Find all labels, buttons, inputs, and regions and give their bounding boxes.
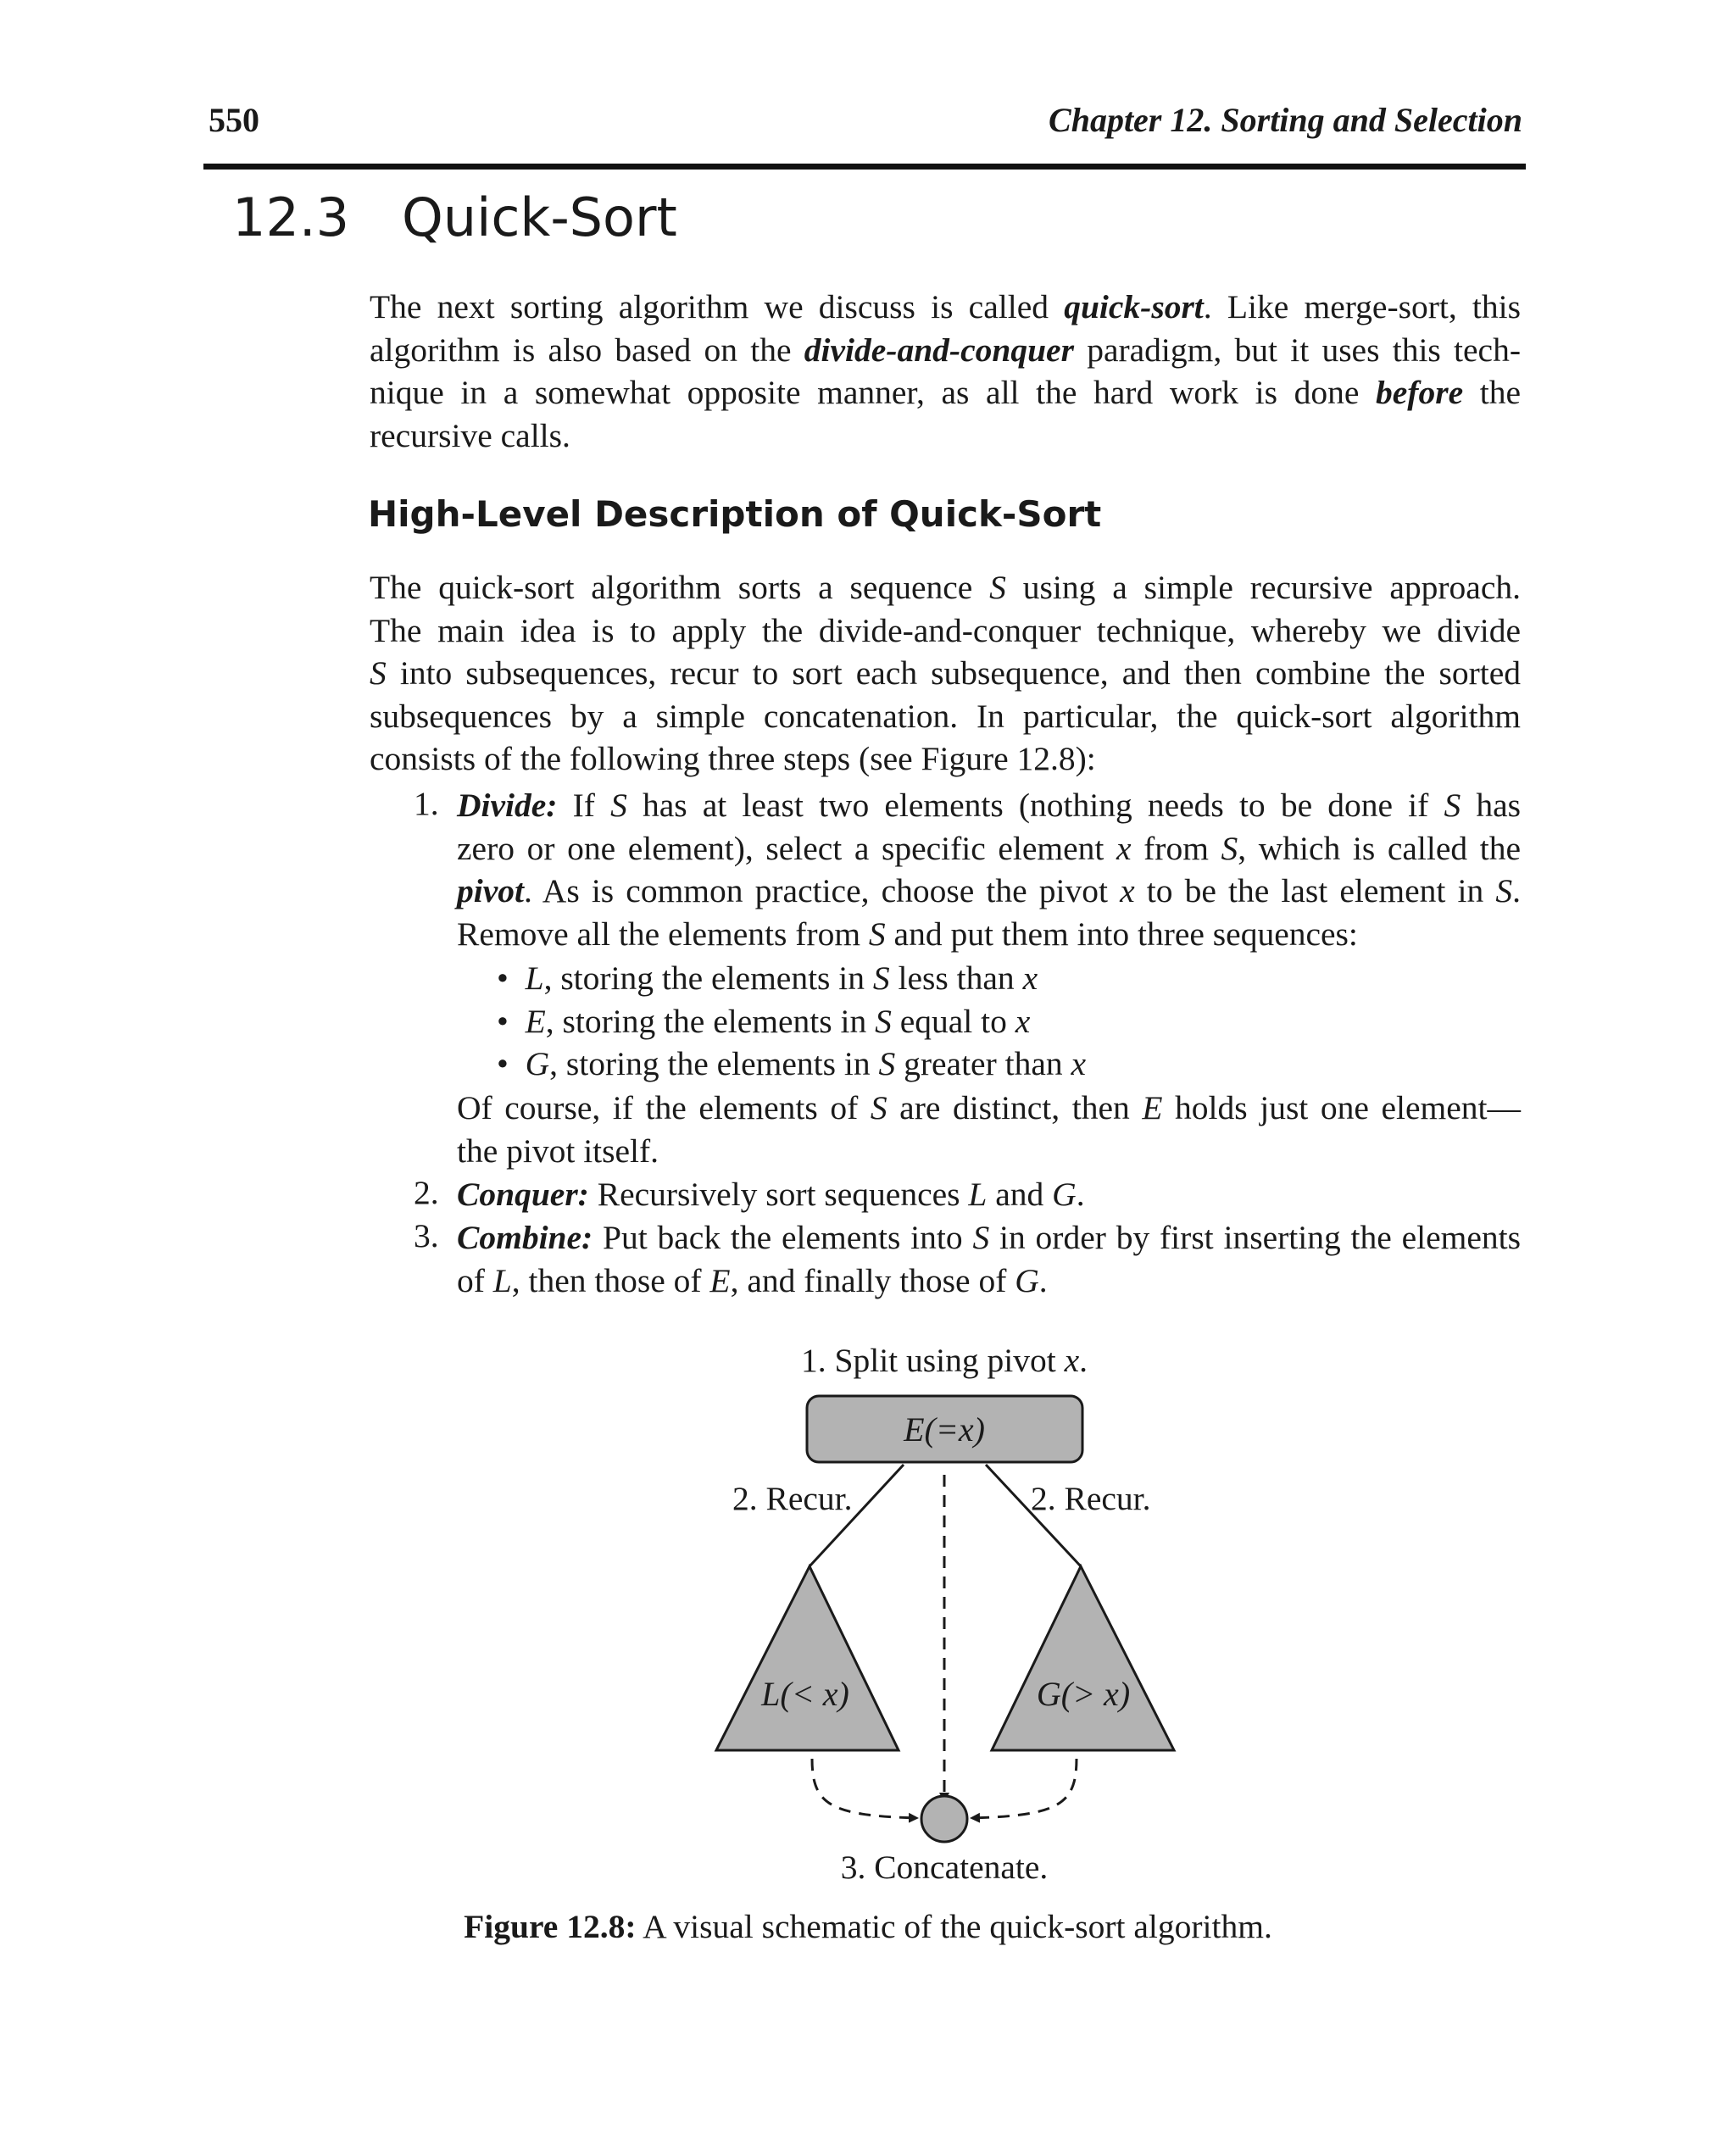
step-3-line-1: Combine: Put back the elements into S in order by first inserting the elements bbox=[457, 1219, 1521, 1256]
concat-label: 3. Concatenate. bbox=[840, 1849, 1049, 1886]
step-1-line-2: zero or one element), select a specific element x from S, which is called the bbox=[457, 829, 1521, 867]
step-3-line-2: of L, then those of E, and finally those of G. bbox=[457, 1261, 1048, 1299]
section-title: Quick-Sort bbox=[402, 186, 677, 248]
triangle-G-label: G(> x) bbox=[1036, 1675, 1131, 1713]
caption-text: A visual schematic of the quick-sort algorithm. bbox=[636, 1908, 1272, 1945]
step-1-line-4: Remove all the elements from S and put them into three sequences: bbox=[457, 915, 1358, 953]
triangle-L-label: L(< x) bbox=[761, 1675, 849, 1713]
step-2-line-1: Conquer: Recursively sort sequences L and G. bbox=[457, 1176, 1085, 1213]
recur-label-right: 2. Recur. bbox=[1031, 1480, 1151, 1517]
split-label: 1. Split using pivot x. bbox=[801, 1342, 1088, 1379]
triangle-L bbox=[716, 1566, 899, 1750]
intro-line-4: recursive calls. bbox=[370, 416, 570, 454]
concat-arrow-left bbox=[812, 1759, 917, 1818]
desc-line-2: The main idea is to apply the divide-and-conquer technique, whereby we divide bbox=[370, 611, 1521, 649]
triangle-G bbox=[992, 1566, 1174, 1750]
intro-line-1: The next sorting algorithm we discuss is called quick-sort. Like merge-sort, this bbox=[370, 288, 1521, 325]
bullet-item-L: • L, storing the elements in S less than x bbox=[497, 959, 1038, 997]
intro-line-3: nique in a somewhat opposite manner, as all the hard work is done before the bbox=[370, 374, 1521, 411]
section-number: 12.3 bbox=[232, 186, 350, 248]
step-1-marker: 1. bbox=[414, 785, 439, 822]
recur-label-left: 2. Recur. bbox=[732, 1480, 853, 1517]
figure-caption bbox=[0, 1907, 1736, 1946]
bullet-item-E: • E, storing the elements in S equal to x bbox=[497, 1002, 1031, 1040]
subsection-title: High-Level Description of Quick-Sort bbox=[368, 493, 1102, 535]
caption-label: Figure 12.8: bbox=[464, 1908, 637, 1945]
desc-line-5: consists of the following three steps (see Figure 12.8): bbox=[370, 740, 1096, 777]
page-number: 550 bbox=[209, 101, 259, 139]
step-1-line-3: pivot. As is common practice, choose the pivot x to be the last element in S. bbox=[457, 872, 1522, 909]
concat-node bbox=[921, 1796, 967, 1842]
running-head: Chapter 12. Sorting and Selection bbox=[1049, 101, 1522, 139]
bullet-item-G: • G, storing the elements in S greater than x bbox=[497, 1045, 1087, 1082]
step-1-line-5: Of course, if the elements of S are distinct, then E holds just one element— bbox=[457, 1089, 1522, 1126]
pivot-box-label: E(=x) bbox=[904, 1410, 985, 1449]
step-2-marker: 2. bbox=[414, 1174, 439, 1211]
intro-line-2: algorithm is also based on the divide-and-conquer paradigm, but it uses this tech- bbox=[370, 331, 1521, 369]
concat-arrow-right bbox=[971, 1759, 1077, 1818]
step-1-line-1: Divide: If S has at least two elements (nothing needs to be done if S has bbox=[457, 787, 1522, 824]
step-1-line-6: the pivot itself. bbox=[457, 1132, 659, 1170]
step-3-marker: 3. bbox=[414, 1217, 439, 1254]
desc-line-3: S into subsequences, recur to sort each subsequence, and then combine the sorted bbox=[370, 654, 1521, 692]
desc-line-1: The quick-sort algorithm sorts a sequence S using a simple recursive approach. bbox=[370, 569, 1521, 606]
desc-line-4: subsequences by a simple concatenation. In particular, the quick-sort algorithm bbox=[370, 697, 1521, 735]
